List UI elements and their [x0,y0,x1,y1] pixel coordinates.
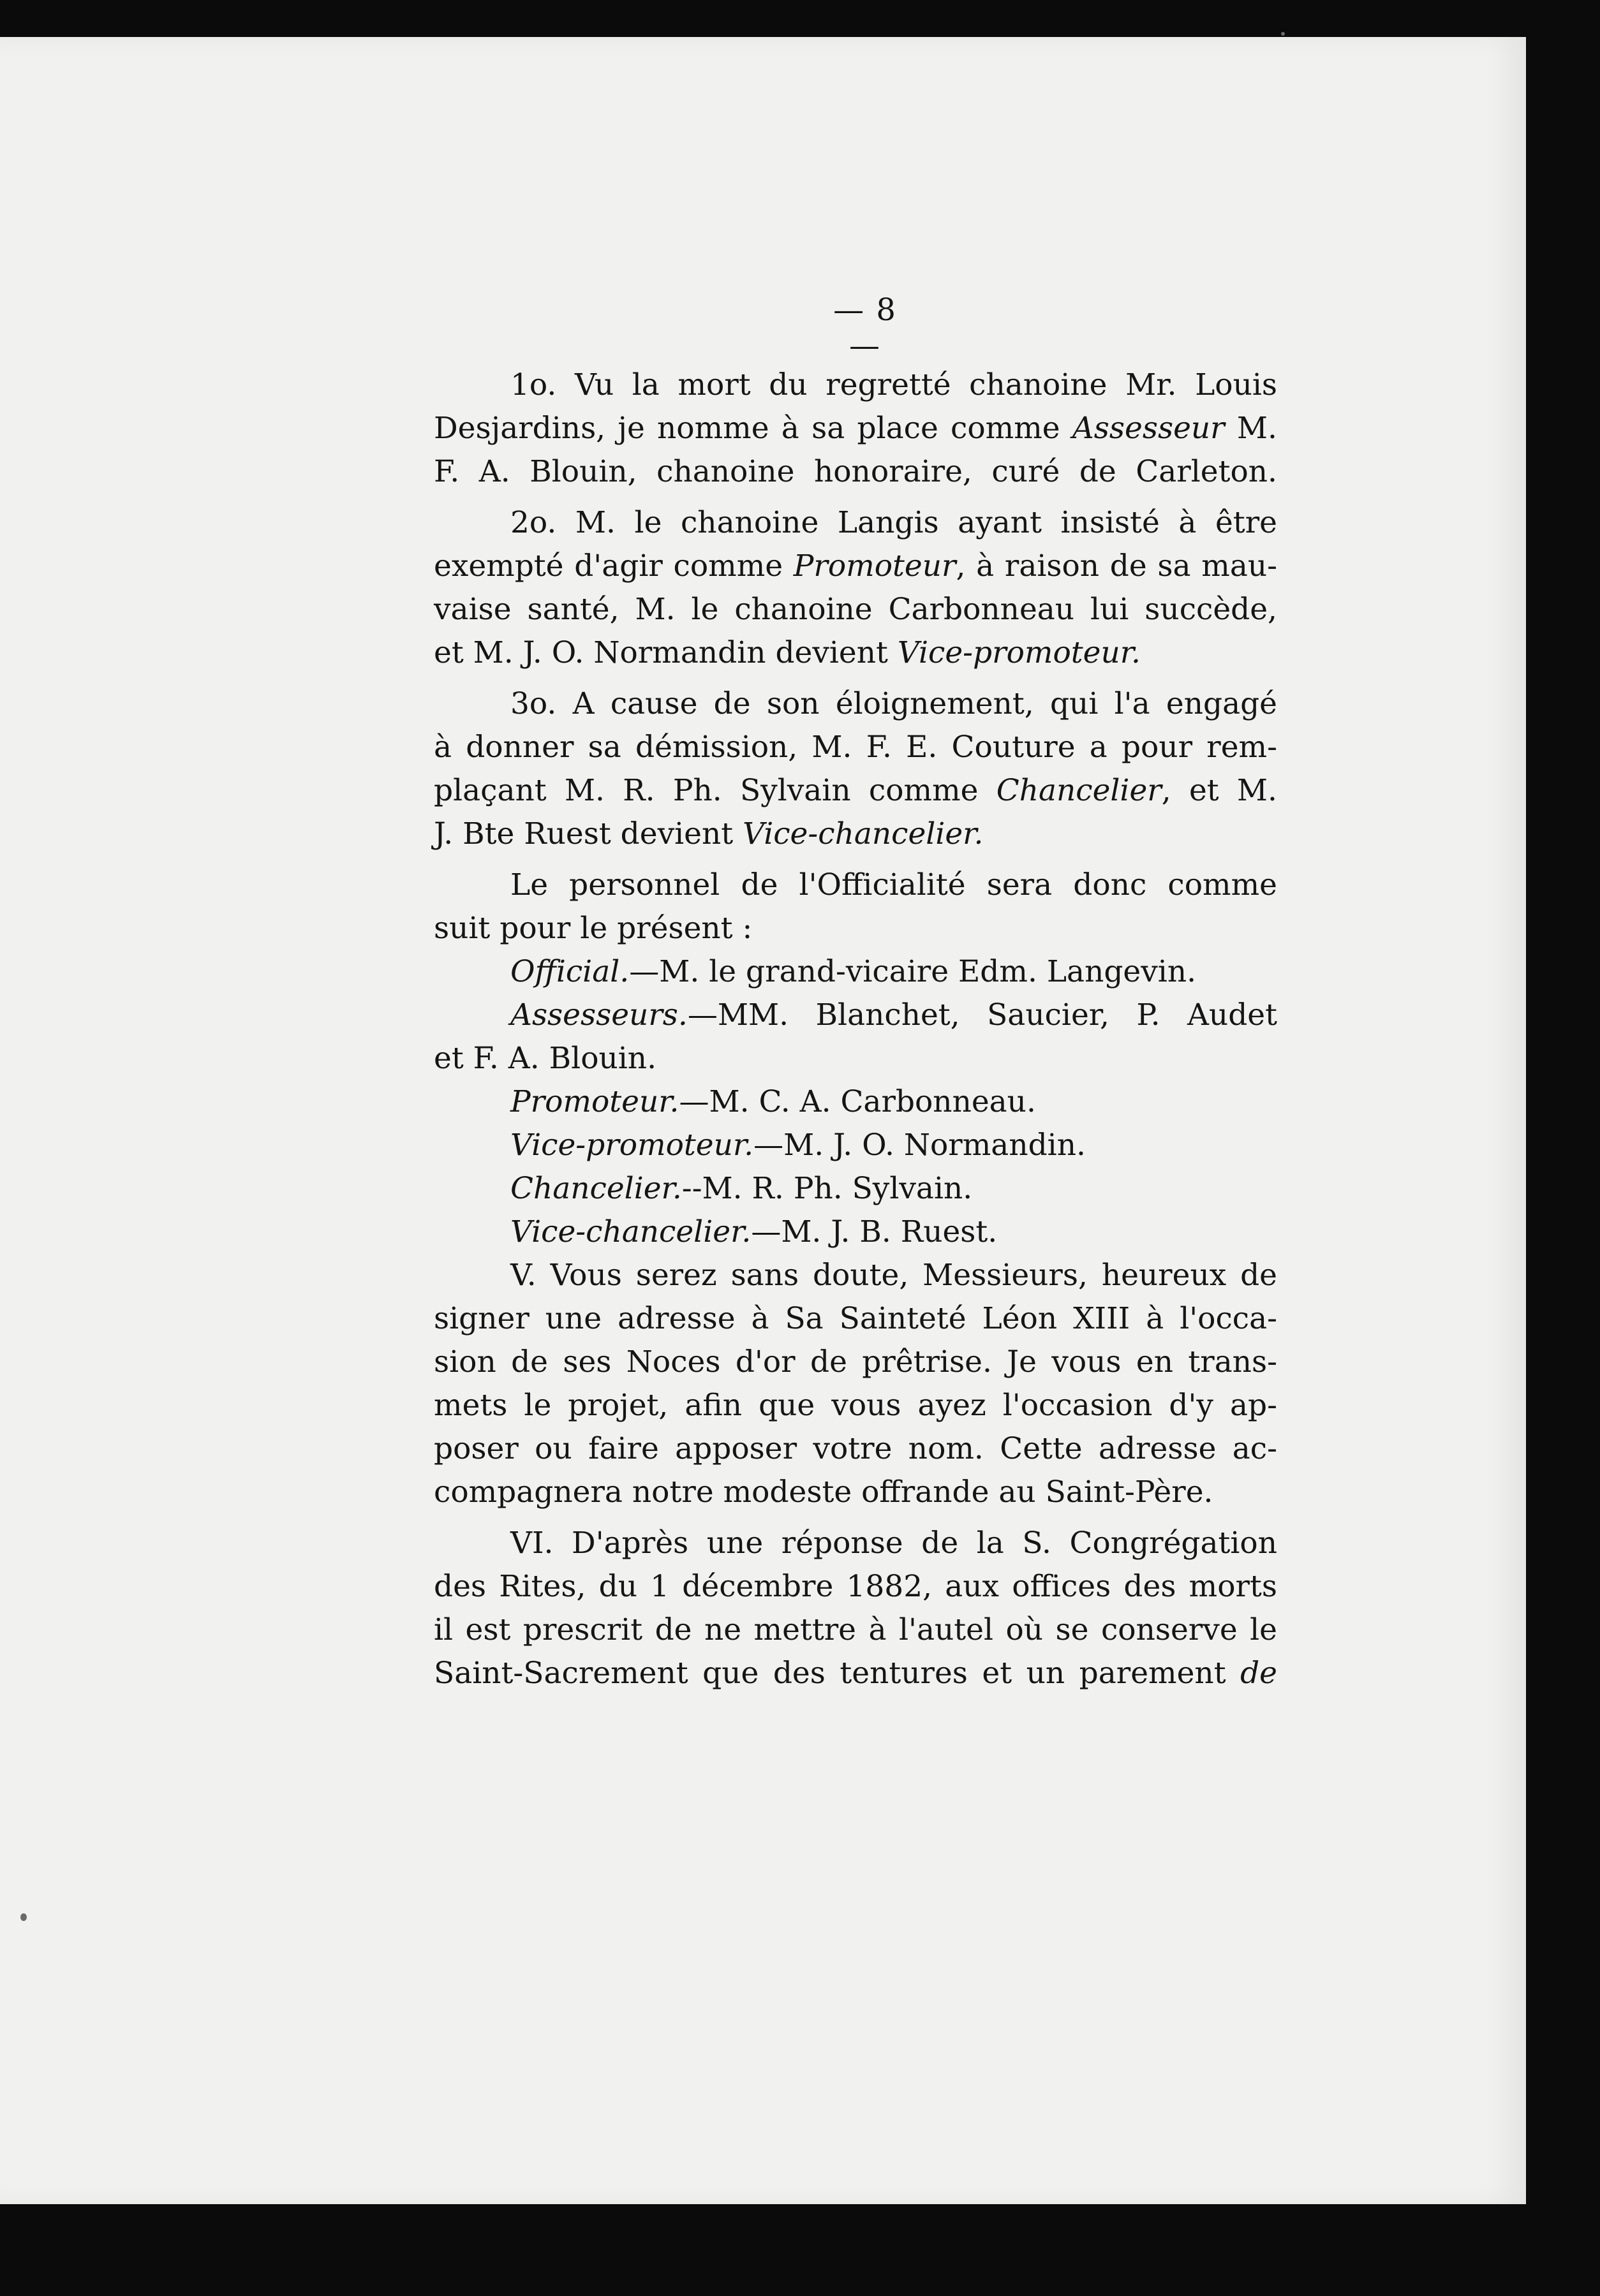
text-line: exempté d'agir comme Promoteur, à raison de sa mau- [434,548,1277,584]
paragraph-gap [434,856,1277,864]
text-line: 1o. Vu la mort du regretté chanoine Mr. Louis [510,367,1277,402]
text-line: J. Bte Ruest devient Vice-chancelier. [434,816,984,851]
text-line: compagnera notre modeste offrande au Saint-Père. [434,1475,1213,1510]
text-line: et M. J. O. Normandin devient Vice-promoteur. [434,635,1141,670]
text-line: poser ou faire apposer votre nom. Cette adresse ac- [434,1431,1277,1466]
text-line: signer une adresse à Sa Sainteté Léon XIII à l'occa- [434,1301,1277,1336]
scan-speck [20,1913,27,1921]
text-line: F. A. Blouin, chanoine honoraire, curé de Carleton. [434,454,1277,489]
text-line: sion de ses Noces d'or de prêtrise. Je vous en trans- [434,1344,1277,1380]
text-line: V. Vous serez sans doute, Messieurs, heureux de [510,1258,1277,1293]
paragraph-gap [434,494,1277,501]
body-text [434,364,1277,1695]
text-line: 2o. M. le chanoine Langis ayant insisté à être [510,505,1277,540]
text-line: suit pour le présent : [434,911,753,946]
paragraph-gap [434,1514,1277,1522]
text-line: Chancelier.--M. R. Ph. Sylvain. [510,1171,973,1206]
text-line: Vice-promoteur.—M. J. O. Normandin. [510,1128,1086,1163]
text-line: plaçant M. R. Ph. Sylvain comme Chancelier, et M. [434,773,1277,808]
text-line: VI. D'après une réponse de la S. Congrégation [510,1526,1277,1561]
text-line: Saint-Sacrement que des tentures et un parement de [434,1656,1277,1691]
scan-speck [1281,32,1285,36]
text-line: et F. A. Blouin. [434,1041,657,1076]
page-number: — 8 — [833,292,897,364]
text-line: 3o. A cause de son éloignement, qui l'a engagé [510,686,1277,721]
text-line: vaise santé, M. le chanoine Carbonneau lui succède, [434,592,1277,627]
text-line: mets le projet, afin que vous ayez l'occasion d'y ap- [434,1388,1277,1423]
text-line: Le personnel de l'Officialité sera donc comme [510,867,1277,902]
text-line: Official.—M. le grand-vicaire Edm. Langevin. [510,954,1197,989]
paragraph-gap [434,675,1277,682]
text-line: il est prescrit de ne mettre à l'autel où se conserve le [434,1612,1277,1647]
text-line: Desjardins, je nomme à sa place comme Assesseur M. [434,411,1277,446]
text-line: des Rites, du 1 décembre 1882, aux offices des morts [434,1569,1277,1604]
text-line: Assesseurs.—MM. Blanchet, Saucier, P. Audet [510,997,1277,1033]
text-line: Vice-chancelier.—M. J. B. Ruest. [510,1214,998,1249]
text-line: à donner sa démission, M. F. E. Couture a pour rem- [434,730,1277,765]
text-line: Promoteur.—M. C. A. Carbonneau. [510,1084,1036,1119]
